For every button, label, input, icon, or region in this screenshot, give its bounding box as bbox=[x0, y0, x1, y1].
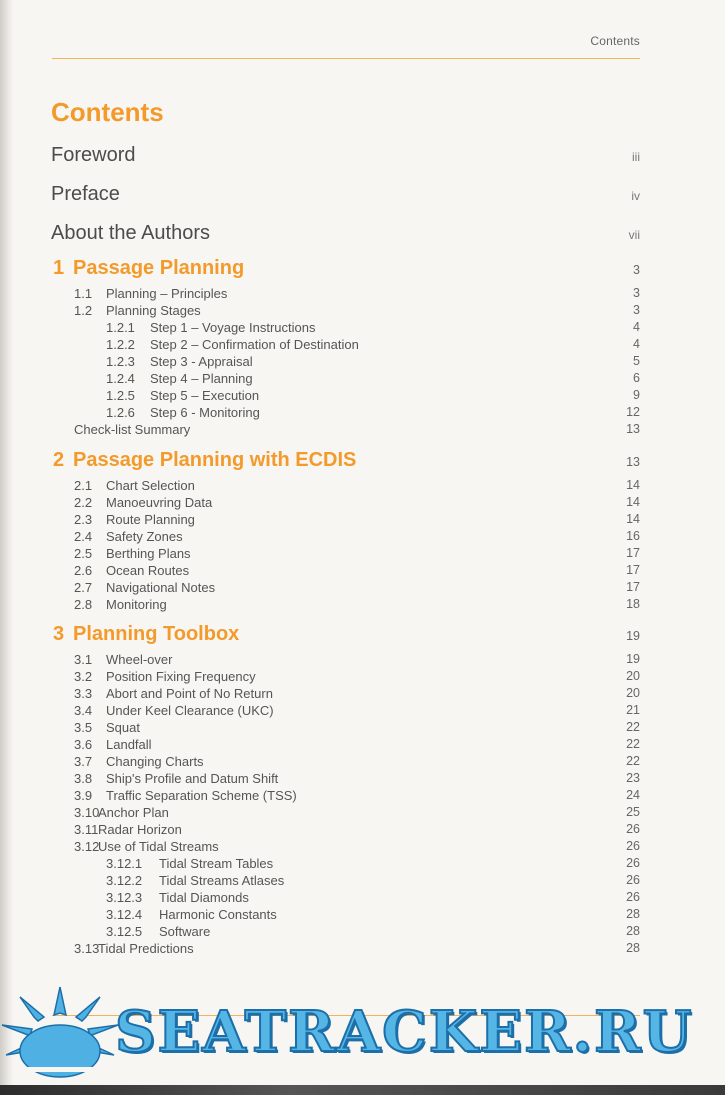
section-title: Use of Tidal Streams bbox=[98, 839, 219, 854]
toc-row[interactable] bbox=[51, 940, 640, 957]
section-page: 3 bbox=[633, 303, 640, 317]
section-number: 2.3 bbox=[74, 512, 93, 527]
toc-row[interactable] bbox=[51, 421, 640, 438]
toc-row[interactable] bbox=[51, 404, 640, 421]
toc-row[interactable] bbox=[51, 821, 640, 838]
chapter-page: 19 bbox=[626, 629, 640, 643]
toc-entry-page: vii bbox=[628, 228, 640, 242]
section-number: 3.9 bbox=[74, 788, 93, 803]
section-title: Tidal Predictions bbox=[98, 941, 194, 956]
section-page: 19 bbox=[626, 652, 640, 666]
section-title: Step 6 - Monitoring bbox=[150, 405, 260, 420]
toc-row[interactable] bbox=[51, 477, 640, 494]
section-number: 1.2.1 bbox=[106, 320, 135, 335]
toc-row[interactable] bbox=[51, 804, 640, 821]
section-title: Radar Horizon bbox=[98, 822, 182, 837]
section-number: 2.2 bbox=[74, 495, 93, 510]
section-page: 28 bbox=[626, 941, 640, 955]
header-rule bbox=[52, 58, 640, 59]
section-title: Navigational Notes bbox=[106, 580, 216, 595]
section-title: Squat bbox=[106, 720, 140, 735]
section-page: 22 bbox=[626, 720, 640, 734]
toc-row[interactable] bbox=[51, 889, 640, 906]
section-page: 9 bbox=[633, 388, 640, 402]
section-page: 3 bbox=[633, 286, 640, 300]
section-title: Anchor Plan bbox=[98, 805, 169, 820]
section-title: Ocean Routes bbox=[106, 563, 190, 578]
toc-entry-title: Preface bbox=[51, 183, 120, 205]
section-number: 3.13 bbox=[74, 941, 100, 956]
section-title: Planning – Principles bbox=[106, 286, 228, 301]
section-number: 2.8 bbox=[74, 597, 93, 612]
section-number: 2.6 bbox=[74, 563, 93, 578]
chapter-page: 3 bbox=[633, 263, 640, 277]
section-number: 1.1 bbox=[74, 286, 93, 301]
section-title: Traffic Separation Scheme (TSS) bbox=[106, 788, 297, 803]
section-title: Wheel-over bbox=[106, 652, 173, 667]
toc-row[interactable] bbox=[51, 787, 640, 804]
sun-burst-icon bbox=[0, 985, 120, 1085]
section-page: 26 bbox=[626, 822, 640, 836]
section-page: 26 bbox=[626, 856, 640, 870]
section-title: Under Keel Clearance (UKC) bbox=[106, 703, 274, 718]
book-spine-shadow bbox=[0, 0, 14, 1095]
toc-row[interactable] bbox=[51, 387, 640, 404]
section-number: 3.7 bbox=[74, 754, 93, 769]
section-number: 3.8 bbox=[74, 771, 93, 786]
section-title: Abort and Point of No Return bbox=[106, 686, 273, 701]
toc-entry-page: iii bbox=[632, 150, 640, 164]
section-number: 1.2.3 bbox=[106, 354, 135, 369]
section-page: 18 bbox=[626, 597, 640, 611]
section-title: Tidal Diamonds bbox=[159, 890, 249, 905]
toc-entry-about-authors[interactable] bbox=[51, 222, 640, 248]
toc-row[interactable] bbox=[51, 302, 640, 319]
toc-row[interactable] bbox=[51, 511, 640, 528]
section-page: 24 bbox=[626, 788, 640, 802]
section-page: 28 bbox=[626, 924, 640, 938]
section-page: 17 bbox=[626, 546, 640, 560]
section-number: 3.12.1 bbox=[106, 856, 143, 871]
section-title: Changing Charts bbox=[106, 754, 204, 769]
section-title: Landfall bbox=[106, 737, 152, 752]
running-head: Contents bbox=[590, 34, 640, 48]
toc-row[interactable] bbox=[51, 596, 640, 613]
section-title: Tidal Stream Tables bbox=[159, 856, 274, 871]
section-title: Check-list Summary bbox=[74, 422, 191, 437]
toc-entry-page: iv bbox=[631, 189, 640, 203]
toc-row[interactable] bbox=[51, 770, 640, 787]
section-title: Safety Zones bbox=[106, 529, 183, 544]
toc-row[interactable] bbox=[51, 736, 640, 753]
toc-row[interactable] bbox=[51, 702, 640, 719]
toc-row[interactable] bbox=[51, 668, 640, 685]
toc-row[interactable] bbox=[51, 336, 640, 353]
section-title: Step 5 – Execution bbox=[150, 388, 260, 403]
section-number: 3.4 bbox=[74, 703, 93, 718]
section-page: 17 bbox=[626, 580, 640, 594]
section-page: 21 bbox=[626, 703, 640, 717]
section-page: 13 bbox=[626, 422, 640, 436]
section-page: 5 bbox=[633, 354, 640, 368]
watermark-text: SEATRACKER.RU bbox=[115, 999, 694, 1065]
toc-row[interactable] bbox=[51, 494, 640, 511]
page-title: Contents bbox=[51, 97, 164, 127]
toc-row[interactable] bbox=[51, 285, 640, 302]
section-page: 12 bbox=[626, 405, 640, 419]
section-number: 3.12 bbox=[74, 839, 100, 854]
toc-row[interactable] bbox=[51, 353, 640, 370]
section-number: 3.10 bbox=[74, 805, 100, 820]
chapter-heading[interactable] bbox=[51, 257, 640, 282]
section-title: Monitoring bbox=[106, 597, 167, 612]
chapter-3 bbox=[51, 623, 640, 957]
watermark-logo bbox=[0, 985, 725, 1085]
toc-row[interactable] bbox=[51, 319, 640, 336]
page-bottom-edge bbox=[0, 1085, 725, 1095]
section-number: 2.4 bbox=[74, 529, 93, 544]
toc-row[interactable] bbox=[51, 579, 640, 596]
section-number: 1.2.5 bbox=[106, 388, 135, 403]
toc-entry-title: Foreword bbox=[51, 144, 136, 166]
section-page: 14 bbox=[626, 478, 640, 492]
toc-entry-title: About the Authors bbox=[51, 222, 211, 244]
chapter-heading[interactable] bbox=[51, 449, 640, 474]
chapter-page: 13 bbox=[626, 455, 640, 469]
section-title: Step 2 – Confirmation of Destination bbox=[150, 337, 359, 352]
toc-entry-foreword[interactable] bbox=[51, 144, 640, 170]
toc-row[interactable] bbox=[51, 872, 640, 889]
section-title: Step 4 – Planning bbox=[150, 371, 253, 386]
chapter-title: Planning Toolbox bbox=[73, 623, 240, 645]
section-page: 6 bbox=[633, 371, 640, 385]
section-title: Manoeuvring Data bbox=[106, 495, 213, 510]
toc-row[interactable] bbox=[51, 562, 640, 579]
section-number: 3.6 bbox=[74, 737, 93, 752]
section-page: 16 bbox=[626, 529, 640, 543]
chapter-number: 1 bbox=[53, 257, 65, 279]
section-number: 3.12.5 bbox=[106, 924, 143, 939]
section-number: 1.2 bbox=[74, 303, 93, 318]
section-title: Berthing Plans bbox=[106, 546, 191, 561]
toc-row[interactable] bbox=[51, 685, 640, 702]
chapter-number: 2 bbox=[53, 449, 65, 471]
section-page: 4 bbox=[633, 337, 640, 351]
section-page: 28 bbox=[626, 907, 640, 921]
toc-row[interactable] bbox=[51, 545, 640, 562]
toc-row[interactable] bbox=[51, 753, 640, 770]
section-page: 20 bbox=[626, 669, 640, 683]
section-page: 20 bbox=[626, 686, 640, 700]
section-number: 1.2.2 bbox=[106, 337, 135, 352]
toc-entry-preface[interactable] bbox=[51, 183, 640, 209]
section-page: 22 bbox=[626, 737, 640, 751]
section-number: 2.1 bbox=[74, 478, 93, 493]
toc-row[interactable] bbox=[51, 838, 640, 855]
section-page: 26 bbox=[626, 839, 640, 853]
section-page: 25 bbox=[626, 805, 640, 819]
chapter-heading[interactable] bbox=[51, 623, 640, 648]
chapter-number: 3 bbox=[53, 623, 65, 645]
section-title: Ship's Profile and Datum Shift bbox=[106, 771, 279, 786]
section-page: 22 bbox=[626, 754, 640, 768]
toc-row[interactable] bbox=[51, 855, 640, 872]
section-title: Step 3 - Appraisal bbox=[150, 354, 253, 369]
section-number: 3.1 bbox=[74, 652, 93, 667]
section-page: 23 bbox=[626, 771, 640, 785]
section-number: 3.12.2 bbox=[106, 873, 143, 888]
section-number: 1.2.6 bbox=[106, 405, 135, 420]
section-title: Route Planning bbox=[106, 512, 195, 527]
section-title: Step 1 – Voyage Instructions bbox=[150, 320, 316, 335]
section-number: 3.12.4 bbox=[106, 907, 143, 922]
chapter-title: Passage Planning bbox=[73, 257, 245, 279]
chapter-title: Passage Planning with ECDIS bbox=[73, 449, 357, 471]
section-number: 3.5 bbox=[74, 720, 93, 735]
section-title: Software bbox=[159, 924, 211, 939]
toc-row[interactable] bbox=[51, 528, 640, 545]
section-number: 3.2 bbox=[74, 669, 93, 684]
toc-row[interactable] bbox=[51, 370, 640, 387]
section-number: 3.11 bbox=[74, 822, 99, 837]
section-number: 3.3 bbox=[74, 686, 93, 701]
toc-row[interactable] bbox=[51, 906, 640, 923]
section-number: 1.2.4 bbox=[106, 371, 135, 386]
section-number: 2.7 bbox=[74, 580, 93, 595]
section-title: Harmonic Constants bbox=[159, 907, 277, 922]
section-page: 26 bbox=[626, 873, 640, 887]
toc-row[interactable] bbox=[51, 719, 640, 736]
section-page: 17 bbox=[626, 563, 640, 577]
section-page: 4 bbox=[633, 320, 640, 334]
section-title: Planning Stages bbox=[106, 303, 201, 318]
section-title: Chart Selection bbox=[106, 478, 195, 493]
section-number: 2.5 bbox=[74, 546, 93, 561]
chapter-1 bbox=[51, 257, 640, 438]
section-page: 26 bbox=[626, 890, 640, 904]
section-title: Position Fixing Frequency bbox=[106, 669, 256, 684]
section-page: 14 bbox=[626, 495, 640, 509]
toc-row[interactable] bbox=[51, 923, 640, 940]
section-page: 14 bbox=[626, 512, 640, 526]
section-title: Tidal Streams Atlases bbox=[159, 873, 285, 888]
section-number: 3.12.3 bbox=[106, 890, 143, 905]
toc-row[interactable] bbox=[51, 651, 640, 668]
chapter-2 bbox=[51, 449, 640, 613]
